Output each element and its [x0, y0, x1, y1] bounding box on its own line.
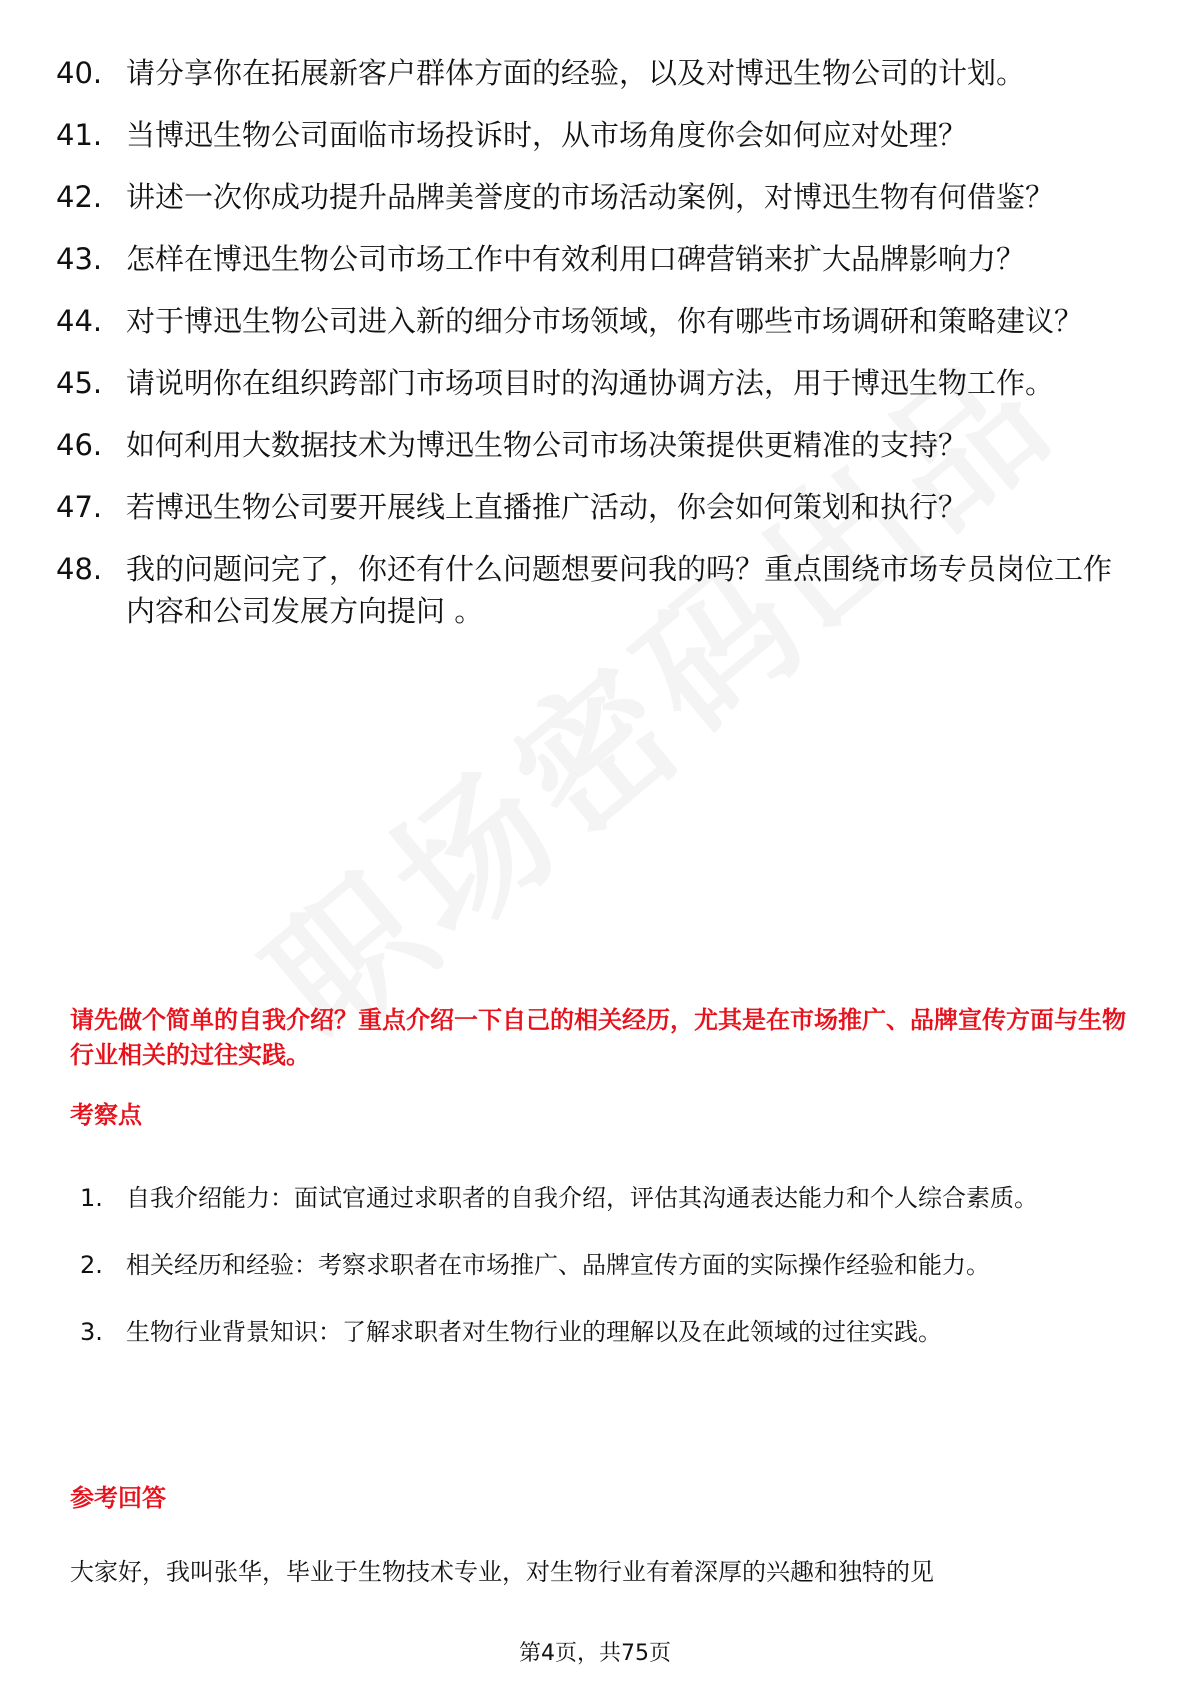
question-number: 41.: [56, 118, 103, 152]
question-text: 请说明你在组织跨部门市场项目时的沟通协调方法，用于博迅生物工作。: [126, 366, 1055, 400]
list-item: [56, 424, 1126, 466]
question-number: 48.: [56, 552, 103, 586]
point-text: 相关经历和经验：考察求职者在市场推广、品牌宣传方面的实际操作经验和能力。: [126, 1251, 990, 1279]
list-item: [56, 300, 1126, 342]
question-text: 如何利用大数据技术为博迅生物公司市场决策提供更精准的支持？: [126, 428, 968, 462]
question-number: 44.: [56, 304, 103, 338]
list-item: [56, 486, 1126, 528]
answer-text: 大家好，我叫张华，毕业于生物技术专业，对生物行业有着深厚的兴趣和独特的见: [70, 1558, 934, 1586]
question-number: 46.: [56, 428, 103, 462]
point-number: 2.: [80, 1251, 103, 1279]
list-item: [56, 548, 1126, 632]
intro-question: 请先做个简单的自我介绍？重点介绍一下自己的相关经历，尤其是在市场推广、品牌宣传方面与生物行业相关的过往实践。: [70, 1006, 1126, 1069]
list-item: [56, 176, 1126, 218]
question-text: 我的问题问完了，你还有什么问题想要问我的吗？重点围绕市场专员岗位工作内容和公司发展方向提问 。: [126, 552, 1113, 628]
point-number: 1.: [80, 1184, 103, 1212]
question-number: 43.: [56, 242, 103, 276]
question-text: 怎样在博迅生物公司市场工作中有效利用口碑营销来扩大品牌影响力？: [126, 242, 1026, 276]
list-item: [56, 114, 1126, 156]
question-text: 当博迅生物公司面临市场投诉时，从市场角度你会如何应对处理？: [126, 118, 968, 152]
assessment-list: [80, 1170, 1130, 1371]
page-footer: 第4页，共75页: [519, 1641, 671, 1666]
question-text: 若博迅生物公司要开展线上直播推广活动，你会如何策划和执行？: [126, 490, 968, 524]
list-item: [80, 1170, 1130, 1227]
question-number: 45.: [56, 366, 103, 400]
point-number: 3.: [80, 1318, 103, 1346]
question-text: 对于博迅生物公司进入新的细分市场领域，你有哪些市场调研和策略建议？: [126, 304, 1084, 338]
list-item: [80, 1304, 1130, 1361]
question-text: 请分享你在拓展新客户群体方面的经验，以及对博迅生物公司的计划。: [126, 56, 1026, 90]
point-text: 生物行业背景知识：了解求职者对生物行业的理解以及在此领域的过往实践。: [126, 1318, 942, 1346]
question-number: 42.: [56, 180, 103, 214]
list-item: [56, 52, 1126, 94]
reference-heading: 参考回答: [70, 1484, 166, 1512]
list-item: [56, 238, 1126, 280]
question-list: [56, 52, 1126, 652]
list-item: [80, 1237, 1130, 1294]
point-text: 自我介绍能力：面试官通过求职者的自我介绍，评估其沟通表达能力和个人综合素质。: [126, 1184, 1038, 1212]
assessment-heading: 考察点: [70, 1101, 142, 1129]
question-text: 讲述一次你成功提升品牌美誉度的市场活动案例，对博迅生物有何借鉴？: [126, 180, 1055, 214]
question-number: 40.: [56, 56, 103, 90]
list-item: [56, 362, 1126, 404]
question-number: 47.: [56, 490, 103, 524]
